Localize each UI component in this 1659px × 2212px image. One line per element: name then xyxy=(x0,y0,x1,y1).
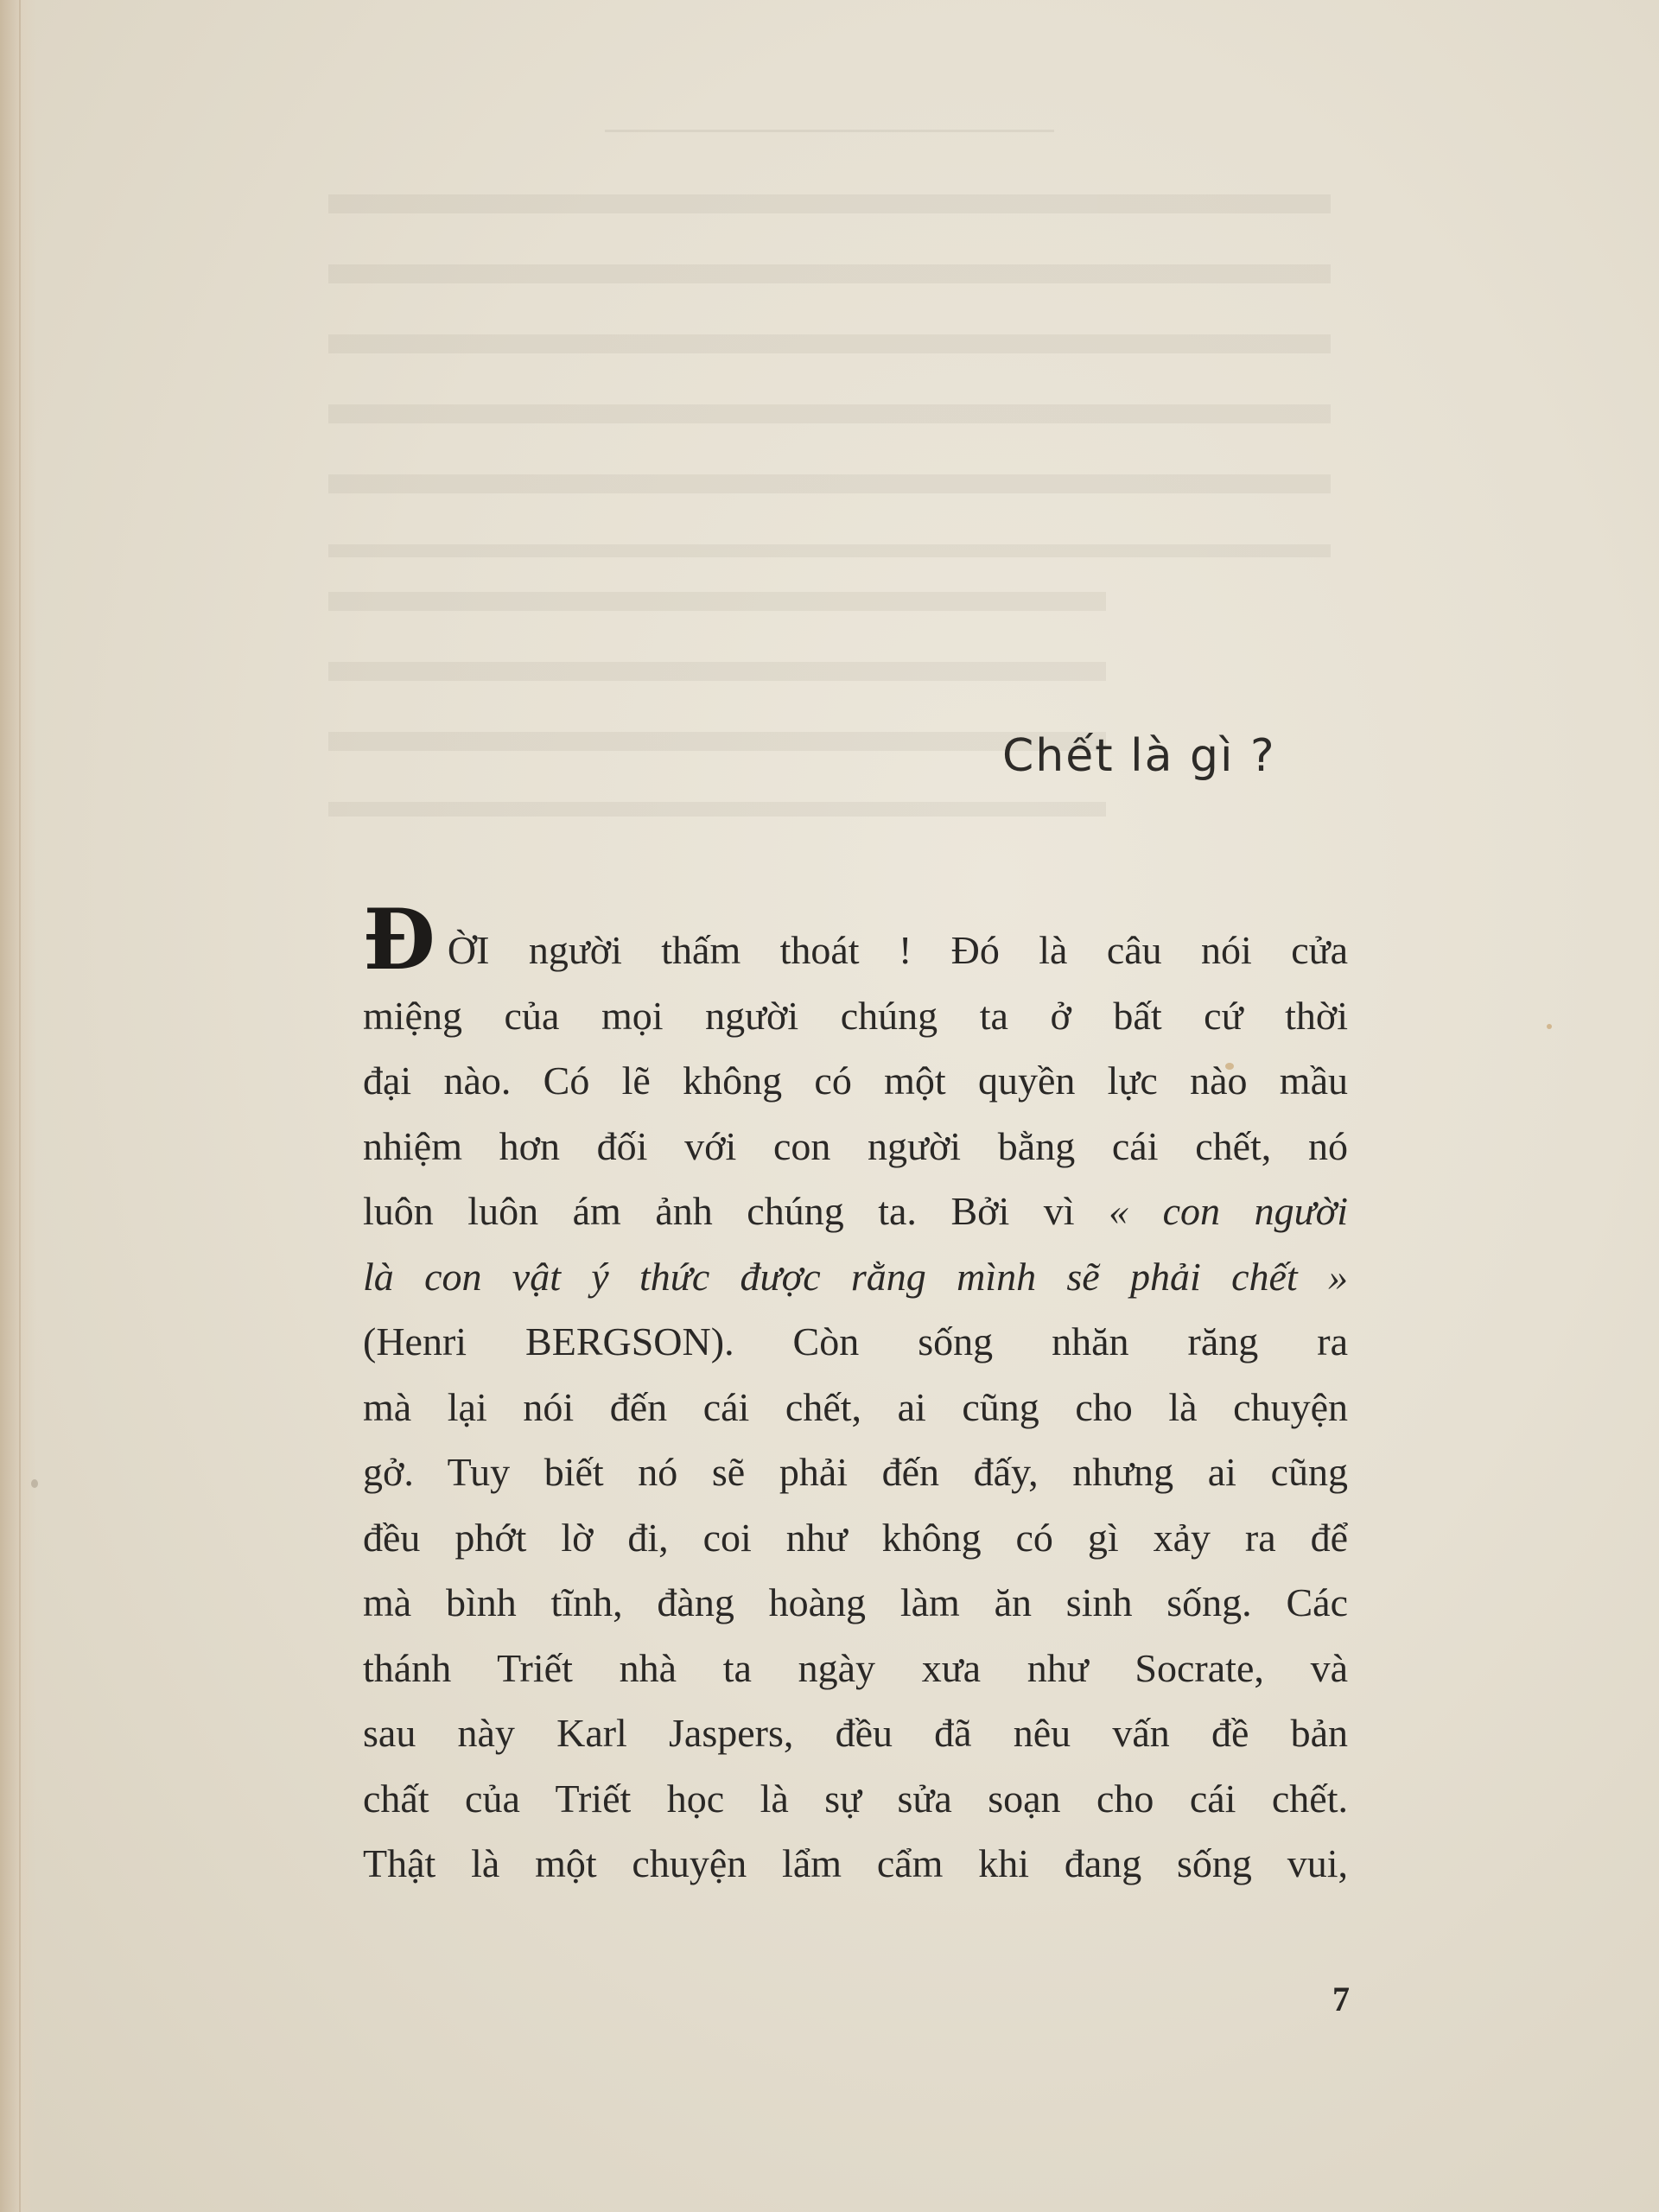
body-paragraph xyxy=(363,891,1349,1897)
text-line xyxy=(363,1375,1348,1440)
text-line xyxy=(363,983,1348,1049)
text-line xyxy=(363,1244,1348,1310)
text-segment: luôn luôn ám ảnh chúng ta. Bởi vì xyxy=(363,1189,1109,1233)
text-line xyxy=(363,1766,1348,1832)
page-fold-line xyxy=(19,0,21,2212)
paper-stain xyxy=(1225,1063,1234,1070)
italic-quote-segment: « con người xyxy=(1109,1189,1349,1233)
text-segment: sau này Karl Jaspers, đều đã nêu vấn đề bản xyxy=(363,1711,1348,1755)
text-segment: nhiệm hơn đối với con người bằng cái chết, nó xyxy=(363,1123,1348,1168)
text-segment: (Henri BERGSON). Còn sống nhăn răng ra xyxy=(363,1319,1348,1363)
paper-stain xyxy=(31,1479,38,1488)
text-line xyxy=(363,1700,1348,1766)
text-line xyxy=(363,1114,1348,1179)
text-segment: gở. Tuy biết nó sẽ phải đến đấy, nhưng ai cũng xyxy=(363,1450,1348,1494)
text-segment: Thật là một chuyện lẩm cẩm khi đang sống vui, xyxy=(363,1841,1348,1885)
text-line xyxy=(363,1179,1348,1244)
text-segment: chất của Triết học là sự sửa soạn cho cái chết. xyxy=(363,1776,1348,1821)
paper-stain xyxy=(1547,1024,1552,1029)
text-line xyxy=(363,1831,1348,1897)
bleed-through-texture xyxy=(328,130,1331,817)
text-line xyxy=(363,1048,1348,1114)
page-number: 7 xyxy=(1332,1980,1350,2018)
text-segment: đại nào. Có lẽ không có một quyền lực nào mầu xyxy=(363,1058,1348,1103)
text-segment: miệng của mọi người chúng ta ở bất cứ thời xyxy=(363,993,1348,1038)
text-line xyxy=(363,1309,1348,1375)
text-segment: ỜI người thấm thoát ! Đó là câu nói cửa xyxy=(447,928,1348,972)
text-line xyxy=(363,1505,1348,1571)
text-line xyxy=(363,1570,1348,1636)
drop-cap: Đ xyxy=(363,891,435,988)
text-line xyxy=(363,891,1348,988)
chapter-title: Chết là gì ? xyxy=(1002,730,1276,782)
italic-quote-segment: là con vật ý thức được rằng mình sẽ phải chết » xyxy=(363,1254,1348,1299)
page-gutter-shadow xyxy=(0,0,36,2212)
text-segment: đều phớt lờ đi, coi như không có gì xảy ra để xyxy=(363,1515,1348,1560)
text-segment: thánh Triết nhà ta ngày xưa như Socrate, và xyxy=(363,1645,1348,1690)
text-line xyxy=(363,1636,1348,1701)
text-line xyxy=(363,1440,1348,1505)
text-segment: mà lại nói đến cái chết, ai cũng cho là chuyện xyxy=(363,1384,1348,1429)
text-segment: mà bình tĩnh, đàng hoàng làm ăn sinh sống. Các xyxy=(363,1580,1348,1624)
